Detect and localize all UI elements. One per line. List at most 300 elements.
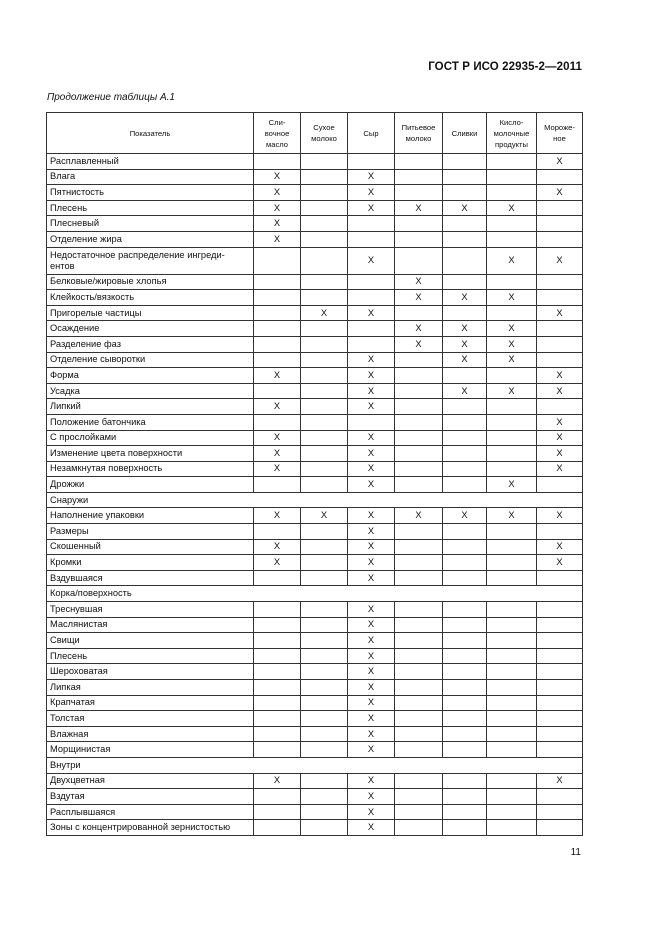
mark-cell-fermented-products bbox=[487, 169, 537, 185]
mark-cell-fermented-products bbox=[487, 633, 537, 649]
mark-cell-cheese: X bbox=[348, 383, 395, 399]
mark-cell-drinking-milk bbox=[395, 247, 443, 274]
indicator-name-cell: Клейкость/вязкость bbox=[47, 290, 254, 306]
mark-cell-cheese: X bbox=[348, 602, 395, 618]
mark-cell-butter bbox=[254, 726, 301, 742]
indicator-name-cell: Размеры bbox=[47, 524, 254, 540]
mark-cell-drinking-milk bbox=[395, 231, 443, 247]
mark-cell-ice-cream bbox=[537, 169, 583, 185]
mark-cell-fermented-products: X bbox=[487, 336, 537, 352]
mark-cell-butter: X bbox=[254, 216, 301, 232]
mark-cell-cheese: X bbox=[348, 773, 395, 789]
column-header-drinking-milk: Питьевое молоко bbox=[395, 113, 443, 154]
mark-cell-cream bbox=[443, 695, 487, 711]
mark-cell-ice-cream bbox=[537, 352, 583, 368]
mark-cell-ice-cream bbox=[537, 695, 583, 711]
mark-cell-cheese: X bbox=[348, 680, 395, 696]
mark-cell-dry-milk bbox=[301, 539, 348, 555]
mark-cell-butter: X bbox=[254, 231, 301, 247]
mark-cell-ice-cream: X bbox=[537, 305, 583, 321]
indicator-name-cell: Расплывшаяся bbox=[47, 804, 254, 820]
mark-cell-dry-milk bbox=[301, 352, 348, 368]
mark-cell-drinking-milk: X bbox=[395, 200, 443, 216]
table-row bbox=[47, 321, 583, 337]
table-row bbox=[47, 430, 583, 446]
indicator-name-cell: Вздутая bbox=[47, 789, 254, 805]
mark-cell-dry-milk bbox=[301, 633, 348, 649]
mark-cell-dry-milk bbox=[301, 368, 348, 384]
indicator-name-cell: Недостаточное распределение ингреди- ентов bbox=[47, 247, 254, 274]
mark-cell-dry-milk bbox=[301, 695, 348, 711]
table-row bbox=[47, 680, 583, 696]
table-row bbox=[47, 742, 583, 758]
table-row bbox=[47, 508, 583, 524]
mark-cell-cream bbox=[443, 154, 487, 170]
mark-cell-cream bbox=[443, 742, 487, 758]
table-continuation-caption: Продолжение таблицы А.1 bbox=[47, 92, 175, 103]
mark-cell-cheese bbox=[348, 336, 395, 352]
mark-cell-fermented-products: X bbox=[487, 290, 537, 306]
mark-cell-ice-cream bbox=[537, 321, 583, 337]
table-row bbox=[47, 169, 583, 185]
table-row bbox=[47, 633, 583, 649]
mark-cell-butter bbox=[254, 789, 301, 805]
mark-cell-fermented-products bbox=[487, 570, 537, 586]
mark-cell-ice-cream: X bbox=[537, 430, 583, 446]
table-row bbox=[47, 804, 583, 820]
mark-cell-cheese: X bbox=[348, 726, 395, 742]
mark-cell-dry-milk bbox=[301, 154, 348, 170]
mark-cell-cheese: X bbox=[348, 539, 395, 555]
column-header-ice-cream: Мороже- ное bbox=[537, 113, 583, 154]
mark-cell-drinking-milk: X bbox=[395, 336, 443, 352]
column-header-cream: Сливки bbox=[443, 113, 487, 154]
table-row bbox=[47, 555, 583, 571]
mark-cell-ice-cream bbox=[537, 711, 583, 727]
indicator-name-cell: Вздувшаяся bbox=[47, 570, 254, 586]
mark-cell-cheese: X bbox=[348, 352, 395, 368]
mark-cell-cream bbox=[443, 617, 487, 633]
mark-cell-butter bbox=[254, 477, 301, 493]
mark-cell-cheese: X bbox=[348, 399, 395, 415]
indicator-name-cell: Свищи bbox=[47, 633, 254, 649]
mark-cell-cheese: X bbox=[348, 570, 395, 586]
mark-cell-cream: X bbox=[443, 321, 487, 337]
mark-cell-cheese: X bbox=[348, 368, 395, 384]
mark-cell-cream bbox=[443, 368, 487, 384]
table-row bbox=[47, 368, 583, 384]
mark-cell-cheese bbox=[348, 290, 395, 306]
mark-cell-fermented-products: X bbox=[487, 352, 537, 368]
mark-cell-dry-milk bbox=[301, 399, 348, 415]
mark-cell-drinking-milk bbox=[395, 648, 443, 664]
table-row bbox=[47, 524, 583, 540]
mark-cell-cheese: X bbox=[348, 804, 395, 820]
mark-cell-butter bbox=[254, 633, 301, 649]
mark-cell-dry-milk bbox=[301, 414, 348, 430]
indicator-name-cell: Форма bbox=[47, 368, 254, 384]
mark-cell-ice-cream bbox=[537, 804, 583, 820]
mark-cell-butter bbox=[254, 742, 301, 758]
indicator-name-cell: Крапчатая bbox=[47, 695, 254, 711]
mark-cell-cream: X bbox=[443, 352, 487, 368]
mark-cell-butter bbox=[254, 321, 301, 337]
mark-cell-ice-cream bbox=[537, 820, 583, 836]
mark-cell-cream bbox=[443, 216, 487, 232]
mark-cell-cream bbox=[443, 305, 487, 321]
table-row bbox=[47, 648, 583, 664]
mark-cell-drinking-milk bbox=[395, 695, 443, 711]
mark-cell-dry-milk bbox=[301, 742, 348, 758]
indicator-name-cell: Положение батончика bbox=[47, 414, 254, 430]
mark-cell-cheese bbox=[348, 231, 395, 247]
mark-cell-drinking-milk bbox=[395, 524, 443, 540]
mark-cell-fermented-products bbox=[487, 524, 537, 540]
mark-cell-dry-milk bbox=[301, 446, 348, 462]
table-row bbox=[47, 185, 583, 201]
mark-cell-fermented-products: X bbox=[487, 477, 537, 493]
mark-cell-drinking-milk bbox=[395, 368, 443, 384]
mark-cell-cream: X bbox=[443, 290, 487, 306]
mark-cell-drinking-milk bbox=[395, 711, 443, 727]
mark-cell-butter: X bbox=[254, 773, 301, 789]
mark-cell-drinking-milk: X bbox=[395, 321, 443, 337]
mark-cell-dry-milk bbox=[301, 247, 348, 274]
section-row bbox=[47, 586, 583, 602]
mark-cell-cheese bbox=[348, 154, 395, 170]
mark-cell-dry-milk bbox=[301, 200, 348, 216]
table-row bbox=[47, 231, 583, 247]
indicator-name-cell: Влага bbox=[47, 169, 254, 185]
mark-cell-butter: X bbox=[254, 461, 301, 477]
mark-cell-cream bbox=[443, 570, 487, 586]
mark-cell-ice-cream bbox=[537, 789, 583, 805]
mark-cell-cream bbox=[443, 602, 487, 618]
mark-cell-butter: X bbox=[254, 169, 301, 185]
mark-cell-fermented-products bbox=[487, 789, 537, 805]
indicator-name-cell: Белковые/жировые хлопья bbox=[47, 274, 254, 290]
table-row bbox=[47, 216, 583, 232]
mark-cell-ice-cream: X bbox=[537, 368, 583, 384]
mark-cell-fermented-products bbox=[487, 617, 537, 633]
mark-cell-cream bbox=[443, 789, 487, 805]
defects-table bbox=[46, 112, 583, 836]
mark-cell-ice-cream: X bbox=[537, 446, 583, 462]
indicator-name-cell: Разделение фаз bbox=[47, 336, 254, 352]
document-code-header: ГОСТ Р ИСО 22935-2—2011 bbox=[428, 61, 582, 73]
table-row bbox=[47, 477, 583, 493]
mark-cell-drinking-milk bbox=[395, 804, 443, 820]
mark-cell-butter bbox=[254, 617, 301, 633]
mark-cell-fermented-products bbox=[487, 154, 537, 170]
mark-cell-dry-milk bbox=[301, 804, 348, 820]
mark-cell-ice-cream bbox=[537, 274, 583, 290]
indicator-name-cell: Плесень bbox=[47, 200, 254, 216]
mark-cell-drinking-milk: X bbox=[395, 508, 443, 524]
mark-cell-fermented-products bbox=[487, 711, 537, 727]
mark-cell-drinking-milk bbox=[395, 539, 443, 555]
mark-cell-dry-milk bbox=[301, 461, 348, 477]
mark-cell-dry-milk bbox=[301, 321, 348, 337]
mark-cell-cream bbox=[443, 664, 487, 680]
mark-cell-cheese: X bbox=[348, 664, 395, 680]
mark-cell-cream bbox=[443, 477, 487, 493]
mark-cell-cheese: X bbox=[348, 711, 395, 727]
mark-cell-cream bbox=[443, 680, 487, 696]
indicator-name-cell: Кромки bbox=[47, 555, 254, 571]
mark-cell-cream bbox=[443, 804, 487, 820]
mark-cell-cream bbox=[443, 399, 487, 415]
mark-cell-fermented-products bbox=[487, 446, 537, 462]
mark-cell-cream bbox=[443, 461, 487, 477]
table-row bbox=[47, 200, 583, 216]
indicator-name-cell: Плесень bbox=[47, 648, 254, 664]
mark-cell-dry-milk bbox=[301, 524, 348, 540]
mark-cell-ice-cream: X bbox=[537, 414, 583, 430]
mark-cell-fermented-products: X bbox=[487, 247, 537, 274]
table-row bbox=[47, 664, 583, 680]
mark-cell-ice-cream bbox=[537, 231, 583, 247]
mark-cell-dry-milk bbox=[301, 430, 348, 446]
mark-cell-dry-milk bbox=[301, 185, 348, 201]
mark-cell-butter bbox=[254, 664, 301, 680]
column-header-dry-milk: Сухое молоко bbox=[301, 113, 348, 154]
mark-cell-drinking-milk bbox=[395, 477, 443, 493]
mark-cell-ice-cream bbox=[537, 524, 583, 540]
mark-cell-dry-milk bbox=[301, 602, 348, 618]
indicator-name-cell: Усадка bbox=[47, 383, 254, 399]
mark-cell-butter: X bbox=[254, 399, 301, 415]
mark-cell-cream bbox=[443, 430, 487, 446]
table-row bbox=[47, 789, 583, 805]
indicator-name-cell: Влажная bbox=[47, 726, 254, 742]
mark-cell-ice-cream bbox=[537, 664, 583, 680]
mark-cell-butter bbox=[254, 680, 301, 696]
indicator-name-cell: Толстая bbox=[47, 711, 254, 727]
mark-cell-fermented-products bbox=[487, 368, 537, 384]
mark-cell-drinking-milk bbox=[395, 555, 443, 571]
mark-cell-fermented-products bbox=[487, 664, 537, 680]
mark-cell-drinking-milk: X bbox=[395, 290, 443, 306]
table-row bbox=[47, 617, 583, 633]
mark-cell-ice-cream: X bbox=[537, 461, 583, 477]
table-row bbox=[47, 414, 583, 430]
mark-cell-drinking-milk bbox=[395, 664, 443, 680]
mark-cell-ice-cream: X bbox=[537, 508, 583, 524]
table-row bbox=[47, 290, 583, 306]
mark-cell-fermented-products: X bbox=[487, 321, 537, 337]
section-row bbox=[47, 757, 583, 773]
mark-cell-cheese: X bbox=[348, 247, 395, 274]
mark-cell-ice-cream bbox=[537, 399, 583, 415]
mark-cell-cream bbox=[443, 446, 487, 462]
indicator-name-cell: Наполнение упаковки bbox=[47, 508, 254, 524]
mark-cell-ice-cream: X bbox=[537, 185, 583, 201]
table-body bbox=[47, 154, 583, 836]
mark-cell-dry-milk bbox=[301, 555, 348, 571]
mark-cell-fermented-products bbox=[487, 461, 537, 477]
mark-cell-cream bbox=[443, 185, 487, 201]
mark-cell-ice-cream: X bbox=[537, 555, 583, 571]
mark-cell-butter: X bbox=[254, 200, 301, 216]
indicator-name-cell: Морщинистая bbox=[47, 742, 254, 758]
mark-cell-dry-milk bbox=[301, 290, 348, 306]
mark-cell-drinking-milk bbox=[395, 570, 443, 586]
mark-cell-cream bbox=[443, 539, 487, 555]
mark-cell-drinking-milk bbox=[395, 789, 443, 805]
mark-cell-drinking-milk bbox=[395, 352, 443, 368]
mark-cell-drinking-milk bbox=[395, 461, 443, 477]
section-title: Внутри bbox=[47, 757, 583, 773]
mark-cell-ice-cream: X bbox=[537, 539, 583, 555]
mark-cell-dry-milk bbox=[301, 617, 348, 633]
mark-cell-drinking-milk bbox=[395, 742, 443, 758]
mark-cell-fermented-products bbox=[487, 399, 537, 415]
mark-cell-fermented-products bbox=[487, 820, 537, 836]
mark-cell-drinking-milk bbox=[395, 617, 443, 633]
mark-cell-butter bbox=[254, 570, 301, 586]
mark-cell-butter bbox=[254, 352, 301, 368]
indicator-name-cell: Пригорелые частицы bbox=[47, 305, 254, 321]
mark-cell-dry-milk: X bbox=[301, 305, 348, 321]
mark-cell-fermented-products bbox=[487, 680, 537, 696]
mark-cell-dry-milk bbox=[301, 216, 348, 232]
section-row bbox=[47, 492, 583, 508]
mark-cell-cream bbox=[443, 633, 487, 649]
mark-cell-drinking-milk bbox=[395, 399, 443, 415]
table-row bbox=[47, 383, 583, 399]
mark-cell-cream bbox=[443, 524, 487, 540]
mark-cell-drinking-milk bbox=[395, 185, 443, 201]
indicator-name-cell: Отделение сыворотки bbox=[47, 352, 254, 368]
mark-cell-butter: X bbox=[254, 555, 301, 571]
mark-cell-cheese: X bbox=[348, 524, 395, 540]
mark-cell-ice-cream: X bbox=[537, 773, 583, 789]
mark-cell-dry-milk bbox=[301, 789, 348, 805]
table-row bbox=[47, 820, 583, 836]
mark-cell-cheese: X bbox=[348, 305, 395, 321]
mark-cell-ice-cream bbox=[537, 336, 583, 352]
mark-cell-ice-cream bbox=[537, 200, 583, 216]
mark-cell-ice-cream: X bbox=[537, 383, 583, 399]
mark-cell-butter bbox=[254, 336, 301, 352]
mark-cell-ice-cream bbox=[537, 742, 583, 758]
mark-cell-butter: X bbox=[254, 368, 301, 384]
mark-cell-fermented-products bbox=[487, 430, 537, 446]
mark-cell-fermented-products bbox=[487, 231, 537, 247]
table-row bbox=[47, 446, 583, 462]
mark-cell-fermented-products bbox=[487, 742, 537, 758]
mark-cell-cheese: X bbox=[348, 555, 395, 571]
column-header-indicator: Показатель bbox=[47, 113, 254, 154]
table-row bbox=[47, 352, 583, 368]
mark-cell-ice-cream bbox=[537, 477, 583, 493]
mark-cell-fermented-products: X bbox=[487, 383, 537, 399]
mark-cell-drinking-milk bbox=[395, 154, 443, 170]
mark-cell-butter bbox=[254, 524, 301, 540]
table-row bbox=[47, 695, 583, 711]
mark-cell-dry-milk bbox=[301, 336, 348, 352]
indicator-name-cell: Липкий bbox=[47, 399, 254, 415]
mark-cell-dry-milk bbox=[301, 726, 348, 742]
mark-cell-cream: X bbox=[443, 336, 487, 352]
mark-cell-drinking-milk bbox=[395, 602, 443, 618]
indicator-name-cell: Зоны с концентрированной зернистостью bbox=[47, 820, 254, 836]
mark-cell-drinking-milk bbox=[395, 446, 443, 462]
mark-cell-cheese: X bbox=[348, 633, 395, 649]
mark-cell-butter: X bbox=[254, 446, 301, 462]
mark-cell-dry-milk bbox=[301, 231, 348, 247]
mark-cell-cheese: X bbox=[348, 477, 395, 493]
mark-cell-butter bbox=[254, 247, 301, 274]
page-number: 11 bbox=[570, 847, 581, 858]
mark-cell-fermented-products bbox=[487, 695, 537, 711]
mark-cell-dry-milk bbox=[301, 477, 348, 493]
mark-cell-butter: X bbox=[254, 430, 301, 446]
mark-cell-cheese: X bbox=[348, 648, 395, 664]
mark-cell-butter: X bbox=[254, 185, 301, 201]
table-row bbox=[47, 399, 583, 415]
mark-cell-dry-milk bbox=[301, 169, 348, 185]
mark-cell-fermented-products bbox=[487, 648, 537, 664]
mark-cell-butter bbox=[254, 820, 301, 836]
mark-cell-fermented-products bbox=[487, 274, 537, 290]
mark-cell-ice-cream bbox=[537, 648, 583, 664]
mark-cell-drinking-milk bbox=[395, 383, 443, 399]
table-row bbox=[47, 305, 583, 321]
mark-cell-cream: X bbox=[443, 383, 487, 399]
mark-cell-butter bbox=[254, 711, 301, 727]
table-row bbox=[47, 274, 583, 290]
mark-cell-cheese bbox=[348, 216, 395, 232]
mark-cell-cheese: X bbox=[348, 695, 395, 711]
mark-cell-dry-milk bbox=[301, 648, 348, 664]
mark-cell-dry-milk bbox=[301, 680, 348, 696]
mark-cell-fermented-products: X bbox=[487, 200, 537, 216]
mark-cell-dry-milk bbox=[301, 383, 348, 399]
mark-cell-cheese: X bbox=[348, 617, 395, 633]
table-row bbox=[47, 711, 583, 727]
mark-cell-ice-cream bbox=[537, 602, 583, 618]
table-row bbox=[47, 726, 583, 742]
mark-cell-cheese: X bbox=[348, 508, 395, 524]
mark-cell-cheese bbox=[348, 414, 395, 430]
mark-cell-cream bbox=[443, 231, 487, 247]
mark-cell-cheese: X bbox=[348, 820, 395, 836]
mark-cell-ice-cream bbox=[537, 680, 583, 696]
mark-cell-fermented-products bbox=[487, 414, 537, 430]
indicator-name-cell: Пятнистость bbox=[47, 185, 254, 201]
mark-cell-ice-cream bbox=[537, 633, 583, 649]
table-row bbox=[47, 539, 583, 555]
mark-cell-cream bbox=[443, 648, 487, 664]
mark-cell-cream bbox=[443, 169, 487, 185]
table-row bbox=[47, 336, 583, 352]
section-title: Корка/поверхность bbox=[47, 586, 583, 602]
indicator-name-cell: Осаждение bbox=[47, 321, 254, 337]
indicator-name-cell: Шероховатая bbox=[47, 664, 254, 680]
mark-cell-ice-cream bbox=[537, 290, 583, 306]
mark-cell-ice-cream bbox=[537, 726, 583, 742]
mark-cell-fermented-products: X bbox=[487, 508, 537, 524]
mark-cell-dry-milk bbox=[301, 773, 348, 789]
mark-cell-fermented-products bbox=[487, 602, 537, 618]
mark-cell-butter bbox=[254, 648, 301, 664]
indicator-name-cell: Липкая bbox=[47, 680, 254, 696]
mark-cell-cream bbox=[443, 711, 487, 727]
mark-cell-cream bbox=[443, 726, 487, 742]
mark-cell-butter bbox=[254, 804, 301, 820]
